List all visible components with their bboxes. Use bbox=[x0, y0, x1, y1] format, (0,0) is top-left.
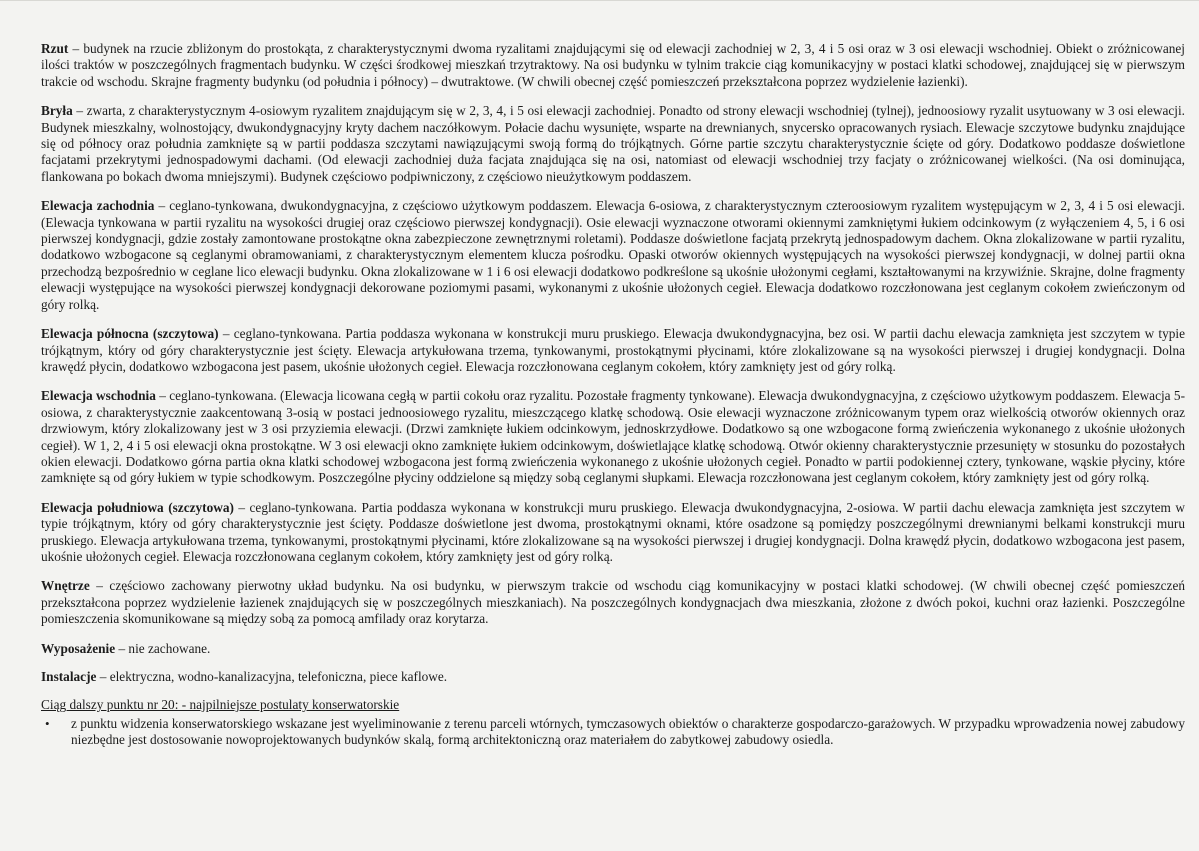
section-heading: Rzut bbox=[41, 41, 69, 56]
section-elewacja-poludniowa bbox=[41, 500, 1185, 566]
scan-edge bbox=[0, 0, 1199, 1]
section-text: – zwarta, z charakterystycznym 4-osiowym ryzalitem znajdującym się w 2, 3, 4, i 5 osi elewacji zachodniej. Ponadto od strony elewacji wschodniej (tylnej), jednoosiowy ryzalit usytuowany w 3 osi elewacji. Budynek mieszkalny, wolnostojący, dwukondygnacyjny kryty dachem naczółkowym. Połacie dachu wysunięte, wsparte na drewnianych, snycersko opracowanych rysiach. Elewacje szczytowe budynku znajdujące się od północy oraz południa zamknięte są w partii poddasza szczytami nawiązującymi swoją formą do trójkątnych. Górne partie szczytu charakterystycznie ścięte od góry. Dodatkowo poddasze doświetlone facjatami przekrytymi jednospadowymi dachami. (Od elewacji zachodniej duża facjata znajdująca się na osi, natomiast od elewacji wschodniej trzy facjaty o zróżnicowanej wielkości. (Na osi dominująca, flankowana po bokach dwoma mniejszymi). Budynek częściowo podpiwniczony, z częściowo nieużytkowym poddaszem. bbox=[41, 103, 1185, 184]
section-elewacja-wschodnia bbox=[41, 388, 1185, 486]
section-heading: Elewacja południowa (szczytowa) bbox=[41, 499, 234, 515]
section-wnetrze bbox=[41, 578, 1185, 627]
section-heading: Elewacja wschodnia bbox=[41, 388, 156, 404]
list-item-text: z punktu widzenia konserwatorskiego wskazane jest wyeliminowanie z terenu parceli wtórnych, tymczasowych obiektów o charakterze gospodarczo-garażowych. W przypadku wprowadzenia nowej zabudowy niezbędne jest dostosowanie nowoprojektowanych budynków skalą, formą architektoniczną oraz materiałem do zabytkowej zabudowy osiedla. bbox=[71, 715, 1185, 748]
section-text: – nie zachowane. bbox=[115, 640, 211, 656]
section-heading: Elewacja północna (szczytowa) bbox=[41, 326, 219, 342]
section-rzut bbox=[41, 41, 1185, 90]
section-heading: Wyposażenie bbox=[41, 640, 116, 656]
section-text: – ceglano-tynkowana, dwukondygnacyjna, z częściowo użytkowym poddaszem. Elewacja 6-osiowa, z charakterystycznym czteroosiowym ryzalitem występującym w 2, 3, 4 i 5 osi elewacji. (Elewacja tynkowana w partii ryzalitu na wysokości drugiej oraz częściowo pierwszej kondygnacji). Osie elewacji wyznaczone otworami okiennymi zamkniętymi łukiem odcinkowym (z wyłączeniem 4, 5, i 6 osi pierwszej kondygnacji, gdzie zostały zamontowane prostokątne okna zabezpieczone zewnętrznymi roletami). Poddasze doświetlone facjatą przekrytą jednospadowym dachem. Okna zlokalizowane w partii ryzalitu, dodatkowo wzbogacone są ceglanymi obramowaniami, z charakterystycznym elementem klucza pośrodku. Opaski otworów okiennych występujących na wysokości pierwszej kondygnacji, w dolnej partii okna przechodzą bezpośrednio w ceglane lico elewacji budynku. Okna zlokalizowane w 1 i 6 osi elewacji dodatkowo podkreślone są ukośnie ułożonymi cegłami, kształtowanymi na krzywiźnie. Skrajne, dolne fragmenty elewacji występujące na wysokości pierwszej kondygnacji dekorowane poziomymi pasami, wykonanymi z ukośnie ułożonych cegieł. Elewacja dodatkowo rozczłonowana jest ceglanym cokołem zwieńczonym od góry rolką. bbox=[41, 198, 1185, 312]
section-heading: Bryła bbox=[41, 103, 73, 119]
section-bryla bbox=[41, 103, 1185, 185]
section-heading: Wnętrze bbox=[41, 578, 90, 594]
section-heading: Instalacje bbox=[41, 669, 97, 684]
section-heading: Elewacja zachodnia bbox=[41, 198, 155, 214]
section-instalacje bbox=[41, 669, 1185, 685]
bullet-icon: • bbox=[45, 715, 50, 731]
list-item bbox=[41, 716, 1185, 749]
section-text: – częściowo zachowany pierwotny układ budynku. Na osi budynku, w pierwszym trakcie od wschodu ciąg komunikacyjny w postaci klatki schodowej. (W chwili obecnej część pomieszczeń przekształcona poprzez wydzielenie łazienek znajdujących się w poszczególnych mieszkaniach). Na poszczególnych kondygnacjach dwa mieszkania, złożone z dwóch pokoi, kuchni oraz łazienki. Poszczególne pomieszczenia skomunikowane są między sobą za pomocą amfilady oraz korytarza. bbox=[41, 578, 1185, 627]
section-text: – budynek na rzucie zbliżonym do prostokąta, z charakterystycznymi dwoma ryzalitami znajdującymi się od elewacji zachodniej w 2, 3, 4 i 5 osi oraz w 3 osi elewacji wschodniej. Obiekt o zróżnicowanej ilości traktów w poszczególnych fragmentach budynku. W części środkowej mieszkań trzytraktowy. Na osi budynku w tylnim trakcie ciąg komunikacyjny w postaci klatki schodowej, znajdującej się w pierwszym trakcie od wschodu. Skrajne fragmenty budynku (od południa i północy) – dwutraktowe. (W chwili obecnej część pomieszczeń przekształcona poprzez wydzielenie łazienki). bbox=[41, 41, 1185, 89]
section-text: – ceglano-tynkowana. Partia poddasza wykonana w konstrukcji muru pruskiego. Elewacja dwukondygnacyjna, 2-osiowa. W partii dachu elewacja zamknięta jest szczytem w typie trójkątnym, który od góry charakterystycznie jest ścięty. Poddasze doświetlone jest dwoma, prostokątnymi oknami, które osadzone są pomiędzy poszczególnymi drewnianymi belkami konstrukcji muru pruskiego. Elewacja artykułowana trzema, tynkowanymi, prostokątnymi płycinami, które zlokalizowane są na wysokości pierwszej i drugiej kondygnacji. Dolna krawędź płycin, dodatkowo wzbogacona jest pasem, ukośnie ułożonych cegieł. Elewacja rozczłonowana ceglanym cokołem, który zamknięty jest od góry rolką. bbox=[41, 499, 1185, 564]
section-elewacja-polnocna bbox=[41, 326, 1185, 375]
section-text: – elektryczna, wodno-kanalizacyjna, telefoniczna, piece kaflowe. bbox=[96, 669, 448, 684]
section-wyposazenie bbox=[41, 641, 1185, 657]
conservation-postulates-heading: Ciąg dalszy punktu nr 20: - najpilniejsze postulaty konserwatorskie bbox=[41, 697, 400, 713]
section-text: – ceglano-tynkowana. Partia poddasza wykonana w konstrukcji muru pruskiego. Elewacja dwukondygnacyjna, bez osi. W partii dachu elewacja zamknięta jest szczytem w typie trójkątnym, który od góry charakterystycznie jest ścięty. Elewacja artykułowana trzema, tynkowanymi, prostokątnymi płycinami, które zlokalizowane są na wysokości pierwszej i drugiej kondygnacji. Dolna krawędź płycin, dodatkowo wzbogacona jest pasem, ukośnie ułożonych cegieł. Elewacja rozczłonowana ceglanym cokołem, który zamknięty jest od góry rolką. bbox=[41, 326, 1186, 374]
section-elewacja-zachodnia bbox=[41, 198, 1185, 313]
section-text: – ceglano-tynkowana. (Elewacja licowana cegłą w partii cokołu oraz ryzalitu. Pozostałe fragmenty tynkowane). Elewacja dwukondygnacyjna, z częściowo użytkowym poddaszem. Elewacja 5-osiowa, z charakterystycznie zaakcentowaną 3-osią w postaci jednoosiowego ryzalitu, mieszczącego klatkę schodową. Osie elewacji wyznaczone zróżnicowanym typem oraz wielkością otworów okiennych oraz drzwiowym, który zlokalizowany jest w 3 osi przyziemia elewacji. (Drzwi zamknięte łukiem odcinkowym, jednoskrzydłowe. Dodatkowo są one wzbogacone formą zwieńczenia wykonanego z ukośnie ułożonych cegieł). W 1, 2, 4 i 5 osi elewacji okna prostokątne. W 3 osi elewacji okno zamknięte łukiem odcinkowym, doświetlające klatkę schodową. Otwór okienny charakterystycznie przesunięty w stosunku do pozostałych okien elewacji. Dodatkowo górna partia okna klatki schodowej wzbogacona jest formą zwieńczenia wykonanego z ukośnie ułożonych cegieł. Ponadto w partii podokiennej cztery, tynkowane, wąskie płyciny, które zamknięte są od góry łukiem w typie schodkowym. Poszczególne płyciny oddzielone są między sobą ceglanymi słupkami. Elewacja rozczłonowana jest ceglanym cokołem, który zamknięty jest od góry rolką. bbox=[41, 388, 1186, 486]
conservation-postulates-list bbox=[41, 716, 1185, 749]
